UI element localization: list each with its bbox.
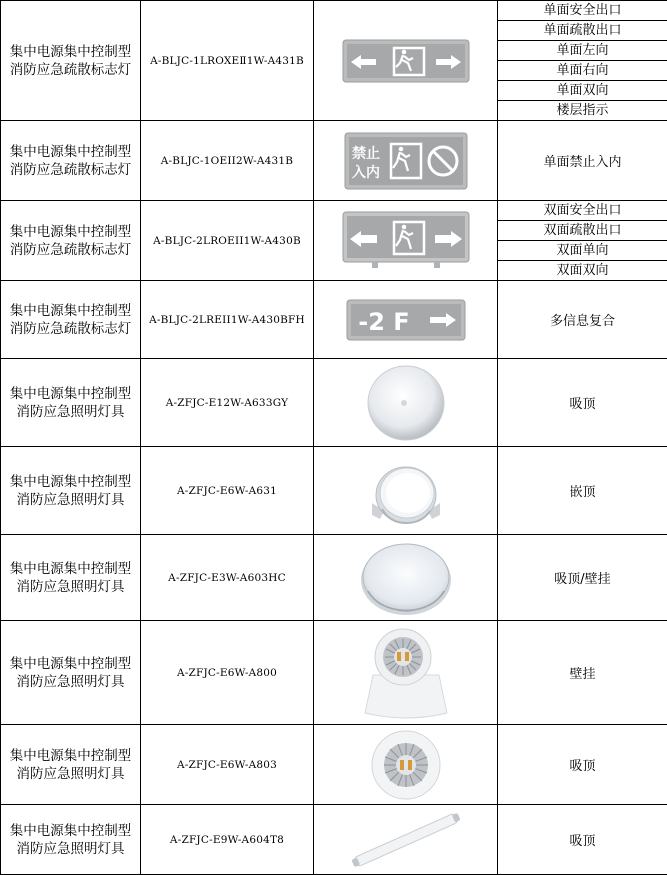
function-cell: 双面疏散出口 <box>498 221 667 241</box>
product-name-cell <box>1 121 141 201</box>
product-image-cell <box>314 201 498 281</box>
product-name-line1: 集中电源集中控制型 <box>1 223 140 241</box>
function-cell: 楼层指示 <box>498 101 667 121</box>
table-row <box>1 621 667 725</box>
function-cell: 单面右向 <box>498 61 667 81</box>
model-cell: A-ZFJC-E6W-A631 <box>141 447 314 535</box>
table-row <box>1 535 667 621</box>
product-name-line1: 集中电源集中控制型 <box>1 822 140 840</box>
table-row <box>1 447 667 535</box>
product-name-line2: 消防应急照明灯具 <box>1 673 140 691</box>
model-cell: A-BLJC-2LROEII1W-A430B <box>141 201 314 281</box>
product-name-line2: 消防应急疏散标志灯 <box>1 320 140 338</box>
function-cell: 双面单向 <box>498 241 667 261</box>
product-name-line1: 集中电源集中控制型 <box>1 302 140 320</box>
product-name-cell <box>1 805 141 875</box>
function-cell: 单面安全出口 <box>498 1 667 21</box>
function-cell: 单面禁止入内 <box>498 121 667 201</box>
product-name-line1: 集中电源集中控制型 <box>1 747 140 765</box>
product-name-line1: 集中电源集中控制型 <box>1 473 140 491</box>
product-name-cell <box>1 359 141 447</box>
model-cell: A-BLJC-1OEII2W-A431B <box>141 121 314 201</box>
model-cell: A-ZFJC-E6W-A803 <box>141 725 314 805</box>
product-image-cell <box>314 281 498 359</box>
table-row <box>1 281 667 359</box>
model-cell: A-ZFJC-E6W-A800 <box>141 621 314 725</box>
floor-indicator-sign-icon <box>346 299 466 341</box>
product-name-line2: 消防应急照明灯具 <box>1 578 140 596</box>
product-name-cell <box>1 281 141 359</box>
table-row <box>1 1 667 21</box>
round-bulkhead-lamp-icon <box>358 539 454 617</box>
product-image-cell <box>314 805 498 875</box>
exit-sign-double-sided-icon <box>342 210 470 272</box>
function-cell: 吸顶 <box>498 805 667 875</box>
product-image-cell <box>314 535 498 621</box>
product-name-line2: 消防应急疏散标志灯 <box>1 241 140 259</box>
product-name-cell <box>1 725 141 805</box>
model-cell: A-BLJC-2LREII1W-A430BFH <box>141 281 314 359</box>
sign-text-line1: 禁止 <box>352 145 380 162</box>
product-name-line1: 集中电源集中控制型 <box>1 143 140 161</box>
function-cell: 单面疏散出口 <box>498 21 667 41</box>
function-cell: 吸顶 <box>498 725 667 805</box>
ceiling-dome-lamp-icon <box>364 363 448 443</box>
table-row <box>1 805 667 875</box>
product-name-line2: 消防应急疏散标志灯 <box>1 161 140 179</box>
t8-tube-lamp-icon <box>344 810 468 870</box>
model-cell: A-BLJC-1LROXEⅡ1W-A431B <box>141 1 314 121</box>
product-image-cell <box>314 359 498 447</box>
function-cell: 多信息复合 <box>498 281 667 359</box>
function-cell: 双面安全出口 <box>498 201 667 221</box>
product-name-line1: 集中电源集中控制型 <box>1 43 140 61</box>
product-name-cell <box>1 1 141 121</box>
product-name-line2: 消防应急疏散标志灯 <box>1 61 140 79</box>
product-name-line2: 消防应急照明灯具 <box>1 840 140 858</box>
product-name-cell <box>1 447 141 535</box>
function-cell: 吸顶/壁挂 <box>498 535 667 621</box>
round-led-lamp-icon <box>368 729 444 801</box>
product-name-line2: 消防应急照明灯具 <box>1 491 140 509</box>
function-cell: 双面双向 <box>498 261 667 281</box>
product-image-cell <box>314 121 498 201</box>
function-cell: 嵌顶 <box>498 447 667 535</box>
recessed-downlight-icon <box>366 453 446 529</box>
product-name-line1: 集中电源集中控制型 <box>1 655 140 673</box>
product-name-line2: 消防应急照明灯具 <box>1 403 140 421</box>
product-image-cell <box>314 1 498 121</box>
product-name-line2: 消防应急照明灯具 <box>1 765 140 783</box>
product-name-cell <box>1 621 141 725</box>
table-row <box>1 201 667 221</box>
table-row <box>1 359 667 447</box>
product-name-cell <box>1 535 141 621</box>
function-cell: 壁挂 <box>498 621 667 725</box>
no-entry-sign-icon <box>344 132 468 190</box>
product-image-cell <box>314 621 498 725</box>
model-cell: A-ZFJC-E3W-A603HC <box>141 535 314 621</box>
table-row <box>1 121 667 201</box>
wall-mounted-led-lamp-icon <box>361 625 451 721</box>
exit-sign-left-arrow-icon <box>342 39 470 83</box>
model-cell: A-ZFJC-E9W-A604T8 <box>141 805 314 875</box>
function-cell: 吸顶 <box>498 359 667 447</box>
product-image-cell <box>314 725 498 805</box>
function-cell: 单面双向 <box>498 81 667 101</box>
model-cell: A-ZFJC-E12W-A633GY <box>141 359 314 447</box>
function-cell: 单面左向 <box>498 41 667 61</box>
table-row <box>1 725 667 805</box>
floor-number-text: -2 F <box>358 308 409 336</box>
product-name-line1: 集中电源集中控制型 <box>1 560 140 578</box>
product-name-cell <box>1 201 141 281</box>
product-image-cell <box>314 447 498 535</box>
product-name-line1: 集中电源集中控制型 <box>1 385 140 403</box>
sign-text-line2: 入内 <box>352 164 380 181</box>
